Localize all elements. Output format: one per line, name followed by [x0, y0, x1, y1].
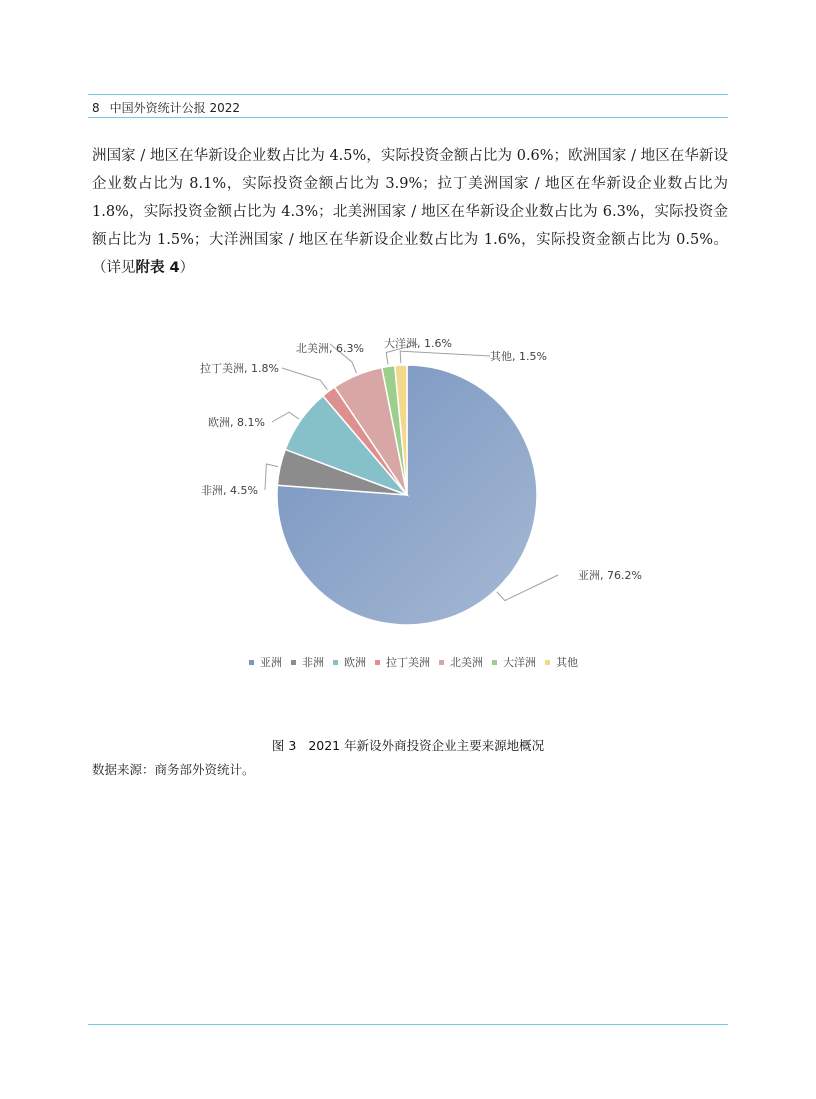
body-text: 洲国家 / 地区在华新设企业数占比为 4.5%，实际投资金额占比为 0.6%；欧洲国家 / 地区在华新设企业数占比为 8.1%，实际投资金额占比为 3.9%；拉丁美洲国家 / 地区在华新设企业数占比为 1.8%，实际投资金额占比为 4.3%；北美洲国家 / 地区在华新设企业数占比为 6.3%，实际投资金额占比为 1.5%；大洋洲国家 / 地区在华新设企业数占比为 1.6%，实际投资金额占比为 0.5%。（详见 [92, 148, 728, 276]
leader-line-europe [272, 412, 299, 422]
leader-line-latin-america [282, 368, 327, 390]
body-tail: ） [179, 260, 195, 276]
publication-title: 中国外资统计公报 2022 [109, 101, 240, 115]
legend-label-europe: 欧洲 [344, 656, 366, 669]
legend-swatch-asia [249, 660, 254, 665]
appendix-reference: 附表 4 [135, 260, 180, 276]
pie-chart [170, 325, 650, 705]
legend-swatch-oceania [492, 660, 497, 665]
legend-swatch-north-america [439, 660, 444, 665]
legend-swatch-other [545, 660, 550, 665]
legend-label-africa: 非洲 [302, 656, 324, 669]
legend-swatch-europe [333, 660, 338, 665]
body-paragraph [92, 142, 728, 282]
footer-rule [88, 1024, 728, 1025]
leader-line-other [400, 351, 490, 363]
legend-swatch-africa [291, 660, 296, 665]
legend-label-other: 其他 [556, 656, 578, 669]
legend-swatch-latin-america [375, 660, 380, 665]
running-header [92, 99, 240, 116]
data-label-africa: 非洲, 4.5% [201, 484, 258, 497]
data-label-other: 其他, 1.5% [490, 350, 547, 363]
header-rule-top [88, 94, 728, 95]
leader-line-africa [265, 464, 278, 490]
pie-chart-svg [170, 325, 650, 705]
legend-label-oceania: 大洋洲 [503, 656, 536, 669]
header-rule-bottom [88, 117, 728, 118]
legend-label-latin-america: 拉丁美洲 [386, 656, 430, 669]
figure-caption [0, 736, 816, 754]
page-number: 8 [92, 101, 100, 115]
legend-label-north-america: 北美洲 [450, 656, 483, 669]
data-source: 数据来源：商务部外资统计。 [92, 762, 255, 777]
data-label-oceania: 大洋洲, 1.6% [384, 337, 452, 350]
data-label-europe: 欧洲, 8.1% [208, 416, 265, 429]
data-label-asia: 亚洲, 76.2% [578, 569, 642, 582]
figure-title: 2021 年新设外商投资企业主要来源地概况 [308, 738, 545, 753]
data-label-north-america: 北美洲, 6.3% [296, 342, 364, 355]
data-label-latin-america: 拉丁美洲, 1.8% [200, 362, 279, 375]
figure-number: 图 3 [271, 738, 297, 753]
legend-label-asia: 亚洲 [260, 656, 282, 669]
